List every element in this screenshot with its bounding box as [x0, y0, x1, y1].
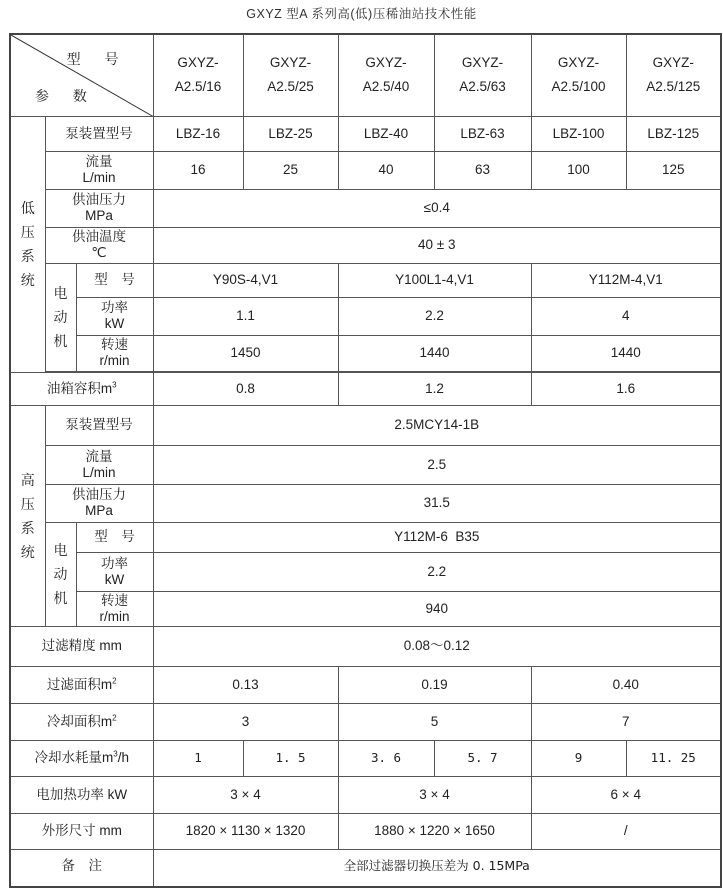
cell-value: 2.5MCY14-1B — [153, 405, 721, 445]
cell-value: 1. 5 — [243, 740, 338, 776]
cell-value: 40 — [338, 151, 434, 189]
table-title: GXYZ 型A 系列高(低)压稀油站技术性能 — [246, 7, 477, 21]
param-label: 过滤精度 mm — [10, 626, 153, 666]
cell-value: Y112M-4,V1 — [531, 263, 721, 297]
cell-value: 0.40 — [531, 666, 721, 703]
table-row — [10, 445, 721, 484]
cell-value: 940 — [153, 591, 721, 626]
table-row — [10, 776, 721, 813]
cell-value: 1440 — [531, 335, 721, 371]
cell-value: 9 — [531, 740, 626, 776]
param-label: 供油压力 MPa — [45, 189, 153, 227]
corner-model-label: 型 号 — [66, 51, 129, 67]
table-row — [10, 703, 721, 740]
cell-value: 25 — [243, 151, 338, 189]
corner-param-label: 参 数 — [35, 87, 97, 104]
table-row — [10, 849, 721, 887]
cell-value: LBZ-100 — [531, 116, 626, 151]
corner-cell — [10, 34, 153, 116]
diagonal-divider — [11, 35, 153, 116]
param-label: 泵装置型号 — [45, 405, 153, 445]
cell-value: 1 — [153, 740, 243, 776]
cell-value: LBZ-125 — [626, 116, 721, 151]
spec-table — [9, 33, 722, 888]
cell-value: 40 ± 3 — [153, 227, 721, 263]
cell-value: 6 × 4 — [531, 776, 721, 813]
param-label: 备 注 — [10, 849, 153, 887]
cell-value: 1880 × 1220 × 1650 — [338, 813, 531, 849]
low-pressure-group-label: 低压系统 — [10, 116, 45, 372]
table-row — [10, 116, 721, 151]
cell-value: 2.5 — [153, 445, 721, 484]
table-row — [10, 522, 721, 552]
cell-value: ≤0.4 — [153, 189, 721, 227]
cell-value: 1.1 — [153, 297, 338, 335]
cell-value: 3. 6 — [338, 740, 434, 776]
low-motor-group-label: 电动机 — [45, 263, 76, 371]
param-label: 流量 L/min — [45, 151, 153, 189]
table-row — [10, 372, 721, 405]
high-pressure-group-label: 高压系统 — [10, 405, 45, 626]
cell-value: 2.2 — [338, 297, 531, 335]
param-label: 过滤面积$m^2$ — [10, 666, 153, 703]
table-row — [10, 335, 721, 371]
cell-value: Y112M-6 B35 — [153, 522, 721, 552]
cell-value: 1440 — [338, 335, 531, 371]
table-row — [10, 813, 721, 849]
cell-value: 7 — [531, 703, 721, 740]
cell-value: 11. 25 — [626, 740, 721, 776]
model-header: GXYZ- A2.5/40 — [338, 34, 434, 116]
model-header: GXYZ- A2.5/25 — [243, 34, 338, 116]
model-header: GXYZ- A2.5/16 — [153, 34, 243, 116]
param-label: 冷却面积$m^2$ — [10, 703, 153, 740]
table-row — [10, 552, 721, 591]
header-row — [10, 34, 721, 116]
table-row — [10, 626, 721, 666]
param-label: 型 号 — [76, 263, 153, 297]
cell-value: 全部过滤器切换压差为 0. 15MPa — [153, 849, 721, 887]
param-label: 油箱容积$m^3$ — [10, 372, 153, 405]
table-row — [10, 297, 721, 335]
model-header: GXYZ- A2.5/63 — [434, 34, 531, 116]
cell-value: 0.13 — [153, 666, 338, 703]
cell-value: Y90S-4,V1 — [153, 263, 338, 297]
table-row — [10, 405, 721, 445]
cell-value: 1820 × 1130 × 1320 — [153, 813, 338, 849]
param-label: 供油温度 ℃ — [45, 227, 153, 263]
param-label: 供油压力 MPa — [45, 484, 153, 522]
param-label: 泵装置型号 — [45, 116, 153, 151]
cell-value: 31.5 — [153, 484, 721, 522]
param-label: 冷却水耗量$m^3/h$ — [10, 740, 153, 776]
param-label: 电加热功率 kW — [10, 776, 153, 813]
table-row — [10, 666, 721, 703]
high-motor-group-label: 电动机 — [45, 522, 76, 626]
cell-value: 1.2 — [338, 372, 531, 405]
cell-value: 3 × 4 — [153, 776, 338, 813]
cell-value: 5. 7 — [434, 740, 531, 776]
table-row — [10, 484, 721, 522]
cell-value: 63 — [434, 151, 531, 189]
table-row — [10, 740, 721, 776]
param-label: 功率 kW — [76, 297, 153, 335]
cell-value: LBZ-25 — [243, 116, 338, 151]
cell-value: 5 — [338, 703, 531, 740]
param-label: 转速 r/min — [76, 335, 153, 371]
cell-value: 2.2 — [153, 552, 721, 591]
cell-value: 1450 — [153, 335, 338, 371]
cell-value: 0.08～0.12 — [153, 626, 721, 666]
table-row — [10, 591, 721, 626]
param-label: 流量 L/min — [45, 445, 153, 484]
table-row — [10, 189, 721, 227]
cell-value: Y100L1-4,V1 — [338, 263, 531, 297]
param-label: 转速 r/min — [76, 591, 153, 626]
param-label: 功率 kW — [76, 552, 153, 591]
param-label: 外形尺寸 mm — [10, 813, 153, 849]
table-row — [10, 151, 721, 189]
cell-value: 1.6 — [531, 372, 721, 405]
model-header: GXYZ- A2.5/125 — [626, 34, 721, 116]
cell-value: 0.8 — [153, 372, 338, 405]
model-header: GXYZ- A2.5/100 — [531, 34, 626, 116]
cell-value: 3 × 4 — [338, 776, 531, 813]
cell-value: LBZ-16 — [153, 116, 243, 151]
cell-value: 0.19 — [338, 666, 531, 703]
table-row — [10, 227, 721, 263]
cell-value: 4 — [531, 297, 721, 335]
cell-value: 100 — [531, 151, 626, 189]
cell-value: 3 — [153, 703, 338, 740]
cell-value: 125 — [626, 151, 721, 189]
param-label: 型 号 — [76, 522, 153, 552]
table-row — [10, 263, 721, 297]
cell-value: LBZ-63 — [434, 116, 531, 151]
cell-value: LBZ-40 — [338, 116, 434, 151]
cell-value: 16 — [153, 151, 243, 189]
cell-value: / — [531, 813, 721, 849]
